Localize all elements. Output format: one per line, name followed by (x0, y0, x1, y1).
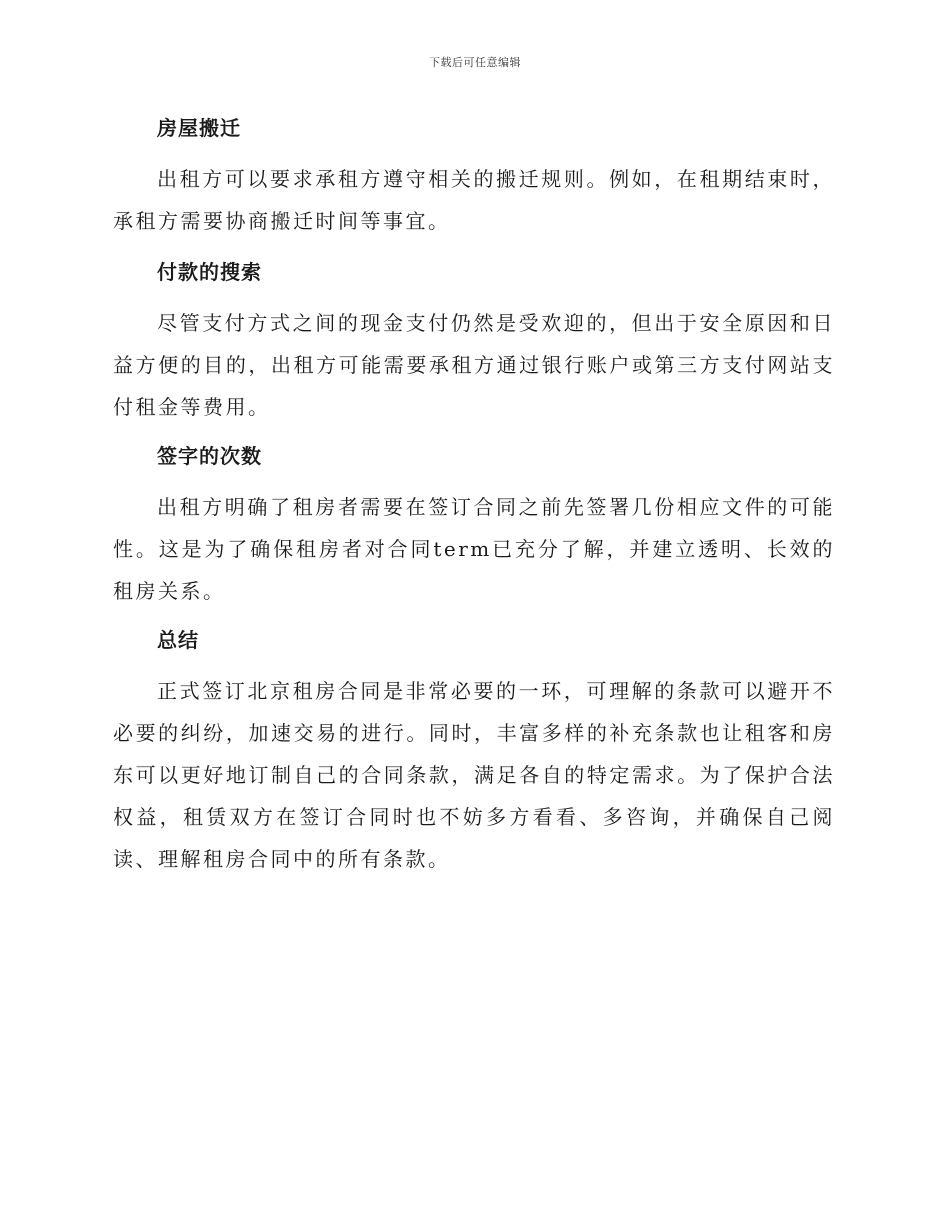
page-header: 下载后可任意编辑 (429, 56, 521, 69)
document-body (113, 112, 835, 880)
section-heading: 签字的次数 (157, 444, 262, 468)
section-payment (113, 256, 835, 428)
section-heading: 付款的搜索 (157, 260, 262, 284)
section-heading: 总结 (157, 628, 199, 652)
section-heading: 房屋搬迁 (157, 116, 241, 140)
section-paragraph: 正式签订北京租房合同是非常必要的一环，可理解的条款可以避开不必要的纠纷，加速交易的进行。同时，丰富多样的补充条款也让租客和房东可以更好地订制自己的合同条款，满足各自的特定需求。为了保护合法权益，租赁双方在签订合同时也不妨多方看看、多咨询，并确保自己阅读、理解租房合同中的所有条款。 (113, 679, 835, 871)
section-signatures (113, 440, 835, 612)
section-house-relocation (113, 112, 835, 242)
section-paragraph: 出租方明确了租房者需要在签订合同之前先签署几份相应文件的可能性。这是为了确保租房者对合同term已充分了解，并建立透明、长效的租房关系。 (113, 495, 835, 603)
section-paragraph: 尽管支付方式之间的现金支付仍然是受欢迎的，但出于安全原因和日益方便的目的，出租方可能需要承租方通过银行账户或第三方支付网站支付租金等费用。 (113, 311, 835, 419)
section-summary (113, 624, 835, 880)
section-paragraph: 出租方可以要求承租方遵守相关的搬迁规则。例如，在租期结束时，承租方需要协商搬迁时间等事宜。 (113, 167, 835, 233)
